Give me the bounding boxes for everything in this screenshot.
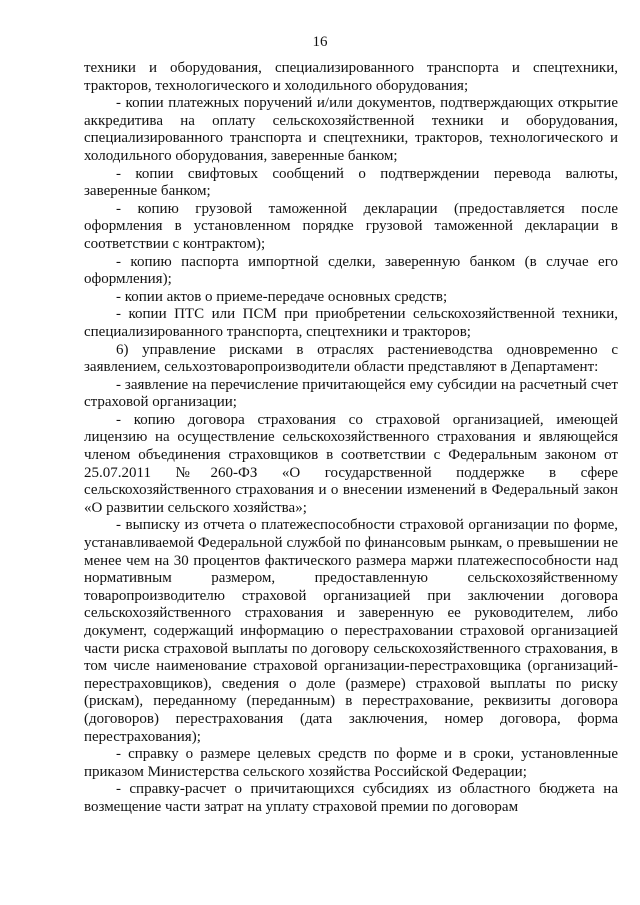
list-item-payment-orders: - копии платежных поручений и/или документов, подтверждающих открытие аккредитива на оплату сельскохозяйственной техники и оборудования, специализированного транспорта и спецтехники, тракторов, технологического и холодильного оборудования, заверенные банком; [84, 95, 618, 164]
list-item-swift-messages: - копии свифтовых сообщений о подтверждении перевода валюты, заверенные банком; [84, 165, 618, 200]
list-item-subsidy-calculation: - справку-расчет о причитающихся субсидиях из областного бюджета на возмещение части затрат на уплату страховой премии по договорам [84, 781, 618, 815]
list-item-customs-declaration: - копию грузовой таможенной декларации (предоставляется после оформления в установленном порядке грузовой таможенной декларации в соответствии с контрактом); [84, 200, 618, 252]
list-item-target-funds-certificate: - справку о размере целевых средств по форме и в сроки, установленные приказом Министерства сельского хозяйства Российской Федерации; [84, 746, 618, 780]
list-item-insurance-contract: - копию договора страхования со страховой организацией, имеющей лицензию на осуществление сельскохозяйственного страхования и являющейся членом объединения страховщиков в соответствии с Федеральным законом от 25.07.2011 №260-ФЗ «О государственной поддержке в сфере сельскохозяйственного страхования и о внесении изменений в Федеральный закон «О развитии сельского хозяйства»; [84, 411, 618, 516]
paragraph-continuation: техники и оборудования, специализированного транспорта и спецтехники, тракторов, технологического и холодильного оборудования; [84, 60, 618, 94]
list-item-solvency-extract: - выписку из отчета о платежеспособности страховой организации по форме, устанавливаемой Федеральной службой по финансовым рынкам, о превышении не менее чем на 30 процентов фактического размера маржи платежеспособности над нормативным размером, предоставленную сельскохозяйственному товаропроизводителю страховой организацией при заключении договора сельскохозяйственного страхования и заверенную ее руководителем, либо документ, содержащий информацию о перестраховании страховой организацией части риска страховой выплаты по договору сельскохозяйственного страхования, в том числе наименование страховой организации-перестраховщика (организаций-перестраховщиков), сведения о доле (размере) страховой выплаты по риску (рискам), переданному (переданным) в перестрахование, реквизиты договора (договоров) перестрахования (дата заключения, номер договора, форма перестрахования); [84, 517, 618, 745]
list-item-acceptance-acts: - копии актов о приеме-передаче основных средств; [116, 288, 448, 305]
page-number: 16 [312, 34, 328, 50]
list-item-subsidy-application: - заявление на перечисление причитающейся ему субсидии на расчетный счет страховой организации; [84, 376, 618, 411]
list-item-pts-psm: - копии ПТС или ПСМ при приобретении сельскохозяйственной техники, специализированного транспорта, спецтехники и тракторов; [84, 306, 618, 340]
list-item-import-passport: - копию паспорта импортной сделки, заверенную банком (в случае его оформления); [84, 253, 618, 288]
document-body [84, 60, 618, 817]
section-risk-management: 6) управление рисками в отраслях растениеводства одновременно с заявлением, сельхозтоваропроизводители области представляют в Департамент: [84, 341, 618, 376]
